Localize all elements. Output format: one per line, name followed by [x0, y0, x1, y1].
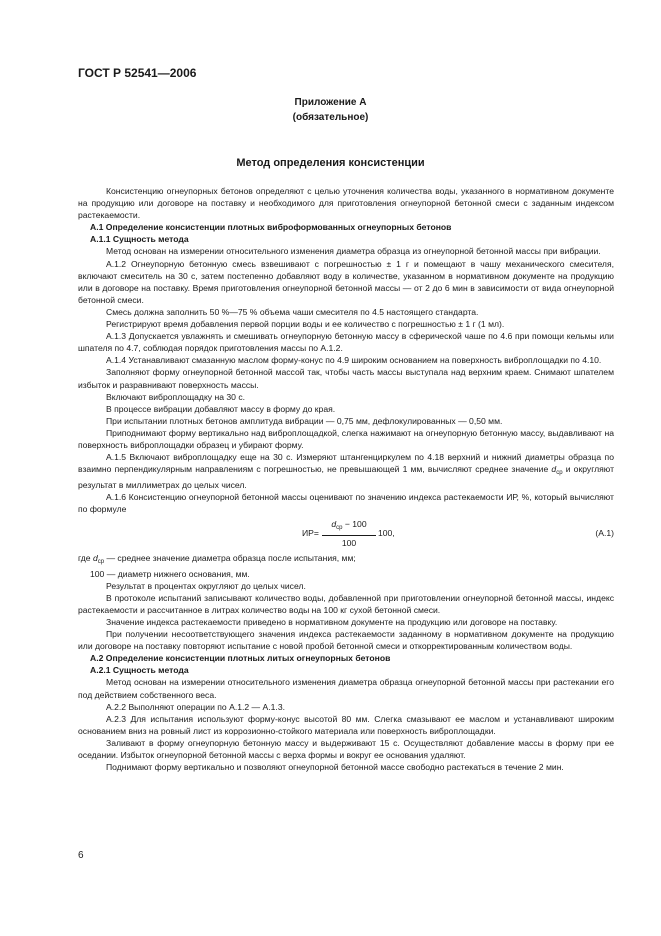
formula-symbol-d: d — [331, 518, 337, 529]
heading-a11: А.1.1 Сущность метода — [90, 234, 189, 245]
formula-symbol-cp: ср — [336, 524, 343, 531]
paragraph-value: Значение индекса растекаемости приведено в нормативном документе на продукцию или договоре на поставку. — [106, 617, 558, 627]
paragraph-a15 — [78, 451, 614, 491]
paragraph-a23: А.2.3 Для испытания используют форму-конус высотой 80 мм. Слегка смазывают ее маслом и устанавливают широким основанием вниз на ровный лист из коррозионно-стойкого материала или поверхность виброплощадки. — [78, 713, 614, 736]
where-symbol-d: d — [92, 552, 98, 563]
paragraph-lift: Приподнимают форму вертикально над виброплощадкой, слегка нажимают на огнеупорную бетонную массу, выдавливают на поверхность виброплощадки образец и убирают форму. — [78, 427, 614, 450]
formula-numerator — [322, 518, 376, 536]
heading-a2: А.2 Определение консистенции плотных литых огнеупорных бетонов — [90, 653, 391, 664]
paragraph-a11: Метод основан на измерении относительного изменения диаметра образца из огнеупорной бетонной массы при вибрации. — [106, 246, 601, 257]
paragraph-a12: А.1.2 Огнеупорную бетонную смесь взвешивают с погрешностью ± 1 г и помещают в чашу механического смесителя, включают смеситель на 30 с, затем постепенно добавляют воду в количестве, указанном в нормативном документе на продукцию или в договоре на поставку. Время приготовления огнеупорной бетонной массы — от 2 до 6 мин в зависимости от вида огнеупорной бетонной смеси. — [78, 258, 614, 305]
paragraph-protocol: В протоколе испытаний записывают количество воды, добавленной при приготовлении огнеупорной бетонной массы, индекс растекаемости и рассчитанное в литрах количество воды на 100 кг сухой бетонной смеси. — [78, 592, 614, 615]
paragraph-register: Регистрируют время добавления первой порции воды и ее количество с погрешностью ± 1 г (1 мл). — [106, 319, 505, 330]
formula-rhs: 100, — [378, 527, 395, 538]
where-clause — [78, 552, 614, 568]
paragraph-pour: Заливают в форму огнеупорную бетонную массу и выдерживают 15 с. Осуществляют добавление массы в форму при ее оседании. Избыток огнеупорной бетонной массы с верха формы и вокруг ее основания удаляют. — [78, 737, 614, 761]
paragraph-raise: Поднимают форму вертикально и позволяют огнеупорной бетонной массе свободно растекаться в течение 2 мин. — [106, 762, 564, 773]
formula-a1 — [78, 518, 614, 548]
annex-label: Приложение А — [294, 97, 367, 108]
formula-numerator-tail: − 100 — [342, 518, 367, 529]
where-symbol-cp: ср — [97, 558, 105, 565]
paragraph-round: Результат в процентах округляют до целых чисел. — [106, 580, 306, 591]
formula-denominator: 100 — [341, 537, 357, 548]
heading-a21: А.2.1 Сущность метода — [90, 665, 189, 676]
standard-header: ГОСТ Р 52541—2006 — [78, 66, 197, 80]
paragraph-mismatch: При получении несоответствующего значения индекса растекаемости заданному в нормативном документе на продукцию или договоре на поставку повторяют испытание с новой пробой бетонной смеси и откорректированным количеством воды. — [78, 629, 614, 652]
paragraph-intro: Консистенцию огнеупорных бетонов определяют с целью уточнения количества воды, указанного в нормативном документе на продукцию или договоре на поставку и необходимого для приготовления огнеупорной бетонной смеси с заданным индексом растекаемости. — [78, 186, 614, 221]
where-text: — среднее значение диаметра образца после испытания, мм; — [104, 552, 356, 563]
paragraph-amplitude: При испытании плотных бетонов амплитуда вибрации — 0,75 мм, дефлокулированных — 0,50 мм. — [106, 415, 503, 426]
symbol-d: d — [551, 464, 557, 475]
paragraph-a21: Метод основан на измерении относительного изменения диаметра образца огнеупорной бетонной массы при растекании его под действием собственного веса. — [78, 677, 614, 700]
heading-a1: А.1 Определение консистенции плотных виброформованных огнеупорных бетонов — [90, 222, 452, 233]
section-title: Метод определения консистенции — [236, 157, 425, 169]
paragraph-a22: А.2.2 Выполняют операции по А.1.2 — А.1.3. — [106, 701, 285, 712]
paragraph-a14: А.1.4 Устанавливают смазанную маслом форму-конус по 4.9 широким основанием на поверхность виброплощадки по 4.10. — [106, 355, 602, 366]
paragraph-a13: А.1.3 Допускается увлажнять и смешивать огнеупорную бетонную массу в сферической чаше по 4.6 при помощи кельмы или шпателя по 4.7, соблюдая порядок приготовления массы по А.1.2. — [78, 331, 614, 354]
where-prefix: где — [78, 552, 93, 563]
document-body — [78, 185, 614, 773]
paragraph-vibration-add: В процессе вибрации добавляют массу в форму до края. — [106, 403, 336, 414]
annex-status: (обязательное) — [292, 112, 369, 123]
formula-lhs: ИР= — [302, 527, 319, 538]
paragraph-a16: А.1.6 Консистенцию огнеупорной бетонной массы оценивают по значению индекса растекаемости ИР, %, который вычисляют по формуле — [78, 492, 614, 515]
paragraph-fill-form: Заполняют форму огнеупорной бетонной массой так, чтобы часть массы выступала над верхним краем. Снимают шпателем избыток и разравнивают поверхность массы. — [78, 367, 614, 390]
where-100: 100 — диаметр нижнего основания, мм. — [90, 568, 250, 579]
a15-text-end: и округляют результат в миллиметрах до целых чисел. — [78, 464, 615, 491]
a15-text-start: А.1.5 Включают виброплощадку еще на 30 с. Измеряют штангенциркулем по 4.18 верхний и нижний диаметры образца по взаимно перпендикулярным направлениям с погрешностью, не превышающей 1 мм, вычисляют среднее значение — [78, 452, 614, 475]
page-number: 6 — [78, 850, 84, 861]
annex-heading — [0, 95, 661, 125]
formula-fraction — [322, 518, 376, 549]
paragraph-vibration-on: Включают виброплощадку на 30 с. — [106, 391, 246, 402]
formula-number: (А.1) — [595, 527, 614, 538]
paragraph-fill: Смесь должна заполнить 50 %—75 % объема чаши смесителя по 4.5 настоящего стандарта. — [106, 306, 479, 317]
symbol-cp: ср — [556, 470, 563, 477]
